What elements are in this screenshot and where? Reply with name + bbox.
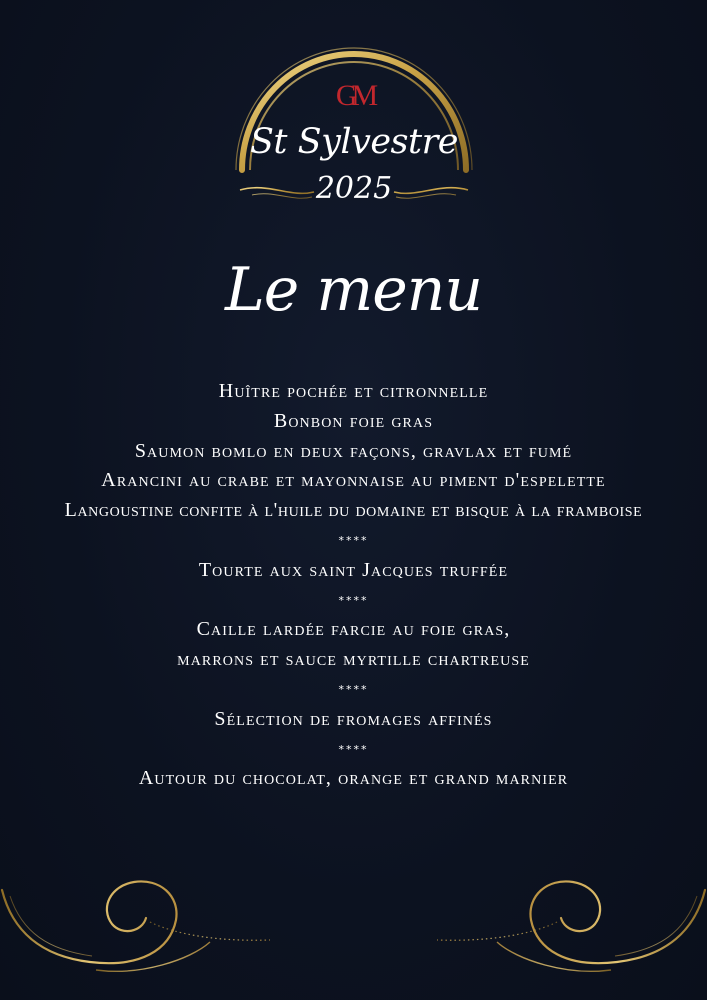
logo: GM [335,79,373,112]
menu-item: Tourte aux saint Jacques truffée [198,558,509,581]
left-gold-flourish [0,860,300,990]
header-emblem [228,32,480,212]
menu-item: Caille lardée farcie au foie gras, [196,618,511,641]
menu-item: Bonbon foie gras [273,409,434,432]
menu-item: Autour du chocolat, orange et grand marnier [138,767,569,790]
menu-item: Langoustine confite à l'huile du domaine et bisque à la framboise [64,499,643,522]
menu-item: Huître pochée et citronnelle [218,380,489,402]
menu-list [0,377,707,794]
event-title: St Sylvestre [249,122,459,162]
event-year: 2025 [315,171,393,206]
menu-title: Le menu [224,255,483,325]
menu-item: Sélection de fromages affinés [214,707,493,730]
menu-item: Saumon bomlo en deux façons, gravlax et fumé [134,439,573,462]
course-separator: **** [338,593,369,607]
right-gold-flourish [407,860,707,990]
menu-item: marrons et sauce myrtille chartreuse [177,648,530,671]
course-separator: **** [338,533,369,547]
course-separator: **** [338,742,369,756]
course-separator: **** [338,682,369,696]
menu-item: Arancini au crabe et mayonnaise au piment d'espelette [101,469,606,492]
